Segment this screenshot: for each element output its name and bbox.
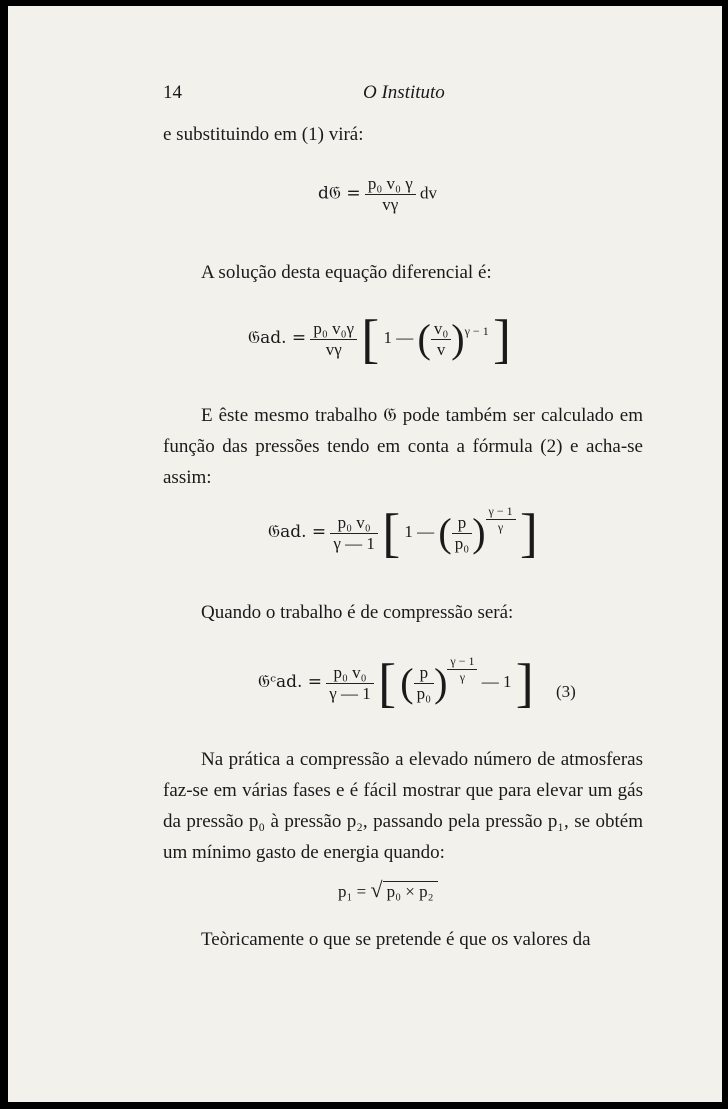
paragraph-1: e substituindo em (1) virá:	[163, 124, 364, 145]
eq2-inner-numerator: v₀	[431, 319, 451, 340]
paragraph-4: Quando o trabalho é de compressão será:	[201, 602, 514, 623]
eq2-fraction	[310, 319, 357, 360]
eq3-inner-denominator: p₀	[454, 533, 470, 553]
equation-1	[318, 174, 437, 215]
eq2-left-bracket: [	[361, 309, 380, 369]
eq3-left-bracket: [	[382, 503, 401, 563]
eq4-right-bracket: ]	[515, 653, 534, 713]
eq2-right-bracket: ]	[492, 309, 511, 369]
eq4-inner-fraction	[414, 663, 434, 704]
equation-4	[258, 653, 534, 713]
paragraph-5: Na prática a compressão a elevado número de atmosferas faz-se em várias fases e é fácil mostrar que para elevar um gás da pressão p₀ à pressão p₂, passando pela pressão p₁, se obtém um mínimo gasto de energia quando:	[163, 749, 643, 863]
paragraph-6: Teòricamente o que se pretende é que os valores da	[201, 929, 591, 950]
eq3-fraction	[330, 513, 378, 554]
paragraph-2: A solução desta equação diferencial é:	[201, 262, 492, 283]
eq3-left-paren: (	[438, 510, 452, 555]
eq4-tail: — 1	[481, 671, 512, 691]
eq3-exponent-denominator: γ	[497, 519, 504, 534]
page-number: 14	[163, 82, 182, 103]
eq2-exponent: γ − 1	[464, 323, 489, 338]
eq4-fraction	[326, 663, 374, 704]
eq1-denominator: vγ	[382, 195, 399, 214]
eq3-one: 1 —	[404, 521, 435, 541]
eq2-numerator: p₀ v₀γ	[310, 319, 357, 340]
eq1-fraction	[365, 174, 416, 215]
eq4-inner-numerator: p	[414, 663, 434, 684]
eq1-rhs: dv	[420, 183, 437, 203]
eq3-inner-numerator: p	[452, 513, 472, 534]
eq1-numerator: p₀ v₀ γ	[365, 174, 416, 195]
equation-number-3: (3)	[556, 682, 576, 701]
page-header	[163, 82, 583, 108]
eq4-exponent-denominator: γ	[459, 669, 466, 684]
square-root-sign: √	[370, 877, 383, 902]
eq3-right-paren: )	[472, 510, 486, 555]
eq3-denominator: γ — 1	[333, 533, 375, 553]
eq4-inner-denominator: p₀	[416, 683, 432, 703]
paragraph-3: E êste mesmo trabalho 𝔊 pode também ser calculado em função das pressões tendo em conta a fórmula (2) e acha-se assim:	[163, 405, 643, 488]
eq2-one: 1 —	[383, 327, 414, 347]
eq4-right-paren: )	[434, 660, 448, 705]
eq1-lhs: d𝔊 =	[318, 183, 361, 204]
document-page	[8, 6, 722, 1102]
eq3-inner-fraction	[452, 513, 472, 554]
eq4-exponent	[447, 654, 477, 685]
eq2-left-paren: (	[417, 316, 431, 361]
eq2-inner-denominator: v	[436, 339, 446, 359]
eq2-right-paren: )	[451, 316, 465, 361]
eq4-left-bracket: [	[378, 653, 397, 713]
eq2-lhs: 𝔊ad. =	[248, 327, 307, 348]
eq3-numerator: p₀ v₀	[330, 513, 378, 534]
equation-3	[268, 503, 538, 563]
eq3-lhs: 𝔊ad. =	[268, 521, 327, 542]
eq2-inner-fraction	[431, 319, 451, 360]
eq5-lhs: p₁ =	[338, 882, 367, 901]
eq4-lhs: 𝔊ᶜad. =	[258, 671, 323, 692]
eq2-denominator: vγ	[325, 339, 342, 359]
eq4-denominator: γ — 1	[329, 683, 371, 703]
eq3-right-bracket: ]	[519, 503, 538, 563]
eq3-exponent	[486, 504, 516, 535]
equation-2	[248, 309, 511, 369]
eq4-numerator: p₀ v₀	[326, 663, 374, 684]
eq4-left-paren: (	[400, 660, 414, 705]
running-title: O Instituto	[363, 82, 445, 103]
eq3-exponent-numerator: γ − 1	[486, 504, 516, 520]
eq4-exponent-numerator: γ − 1	[447, 654, 477, 670]
equation-5	[338, 877, 438, 903]
eq5-radicand: p₀ × p₂	[383, 881, 438, 901]
